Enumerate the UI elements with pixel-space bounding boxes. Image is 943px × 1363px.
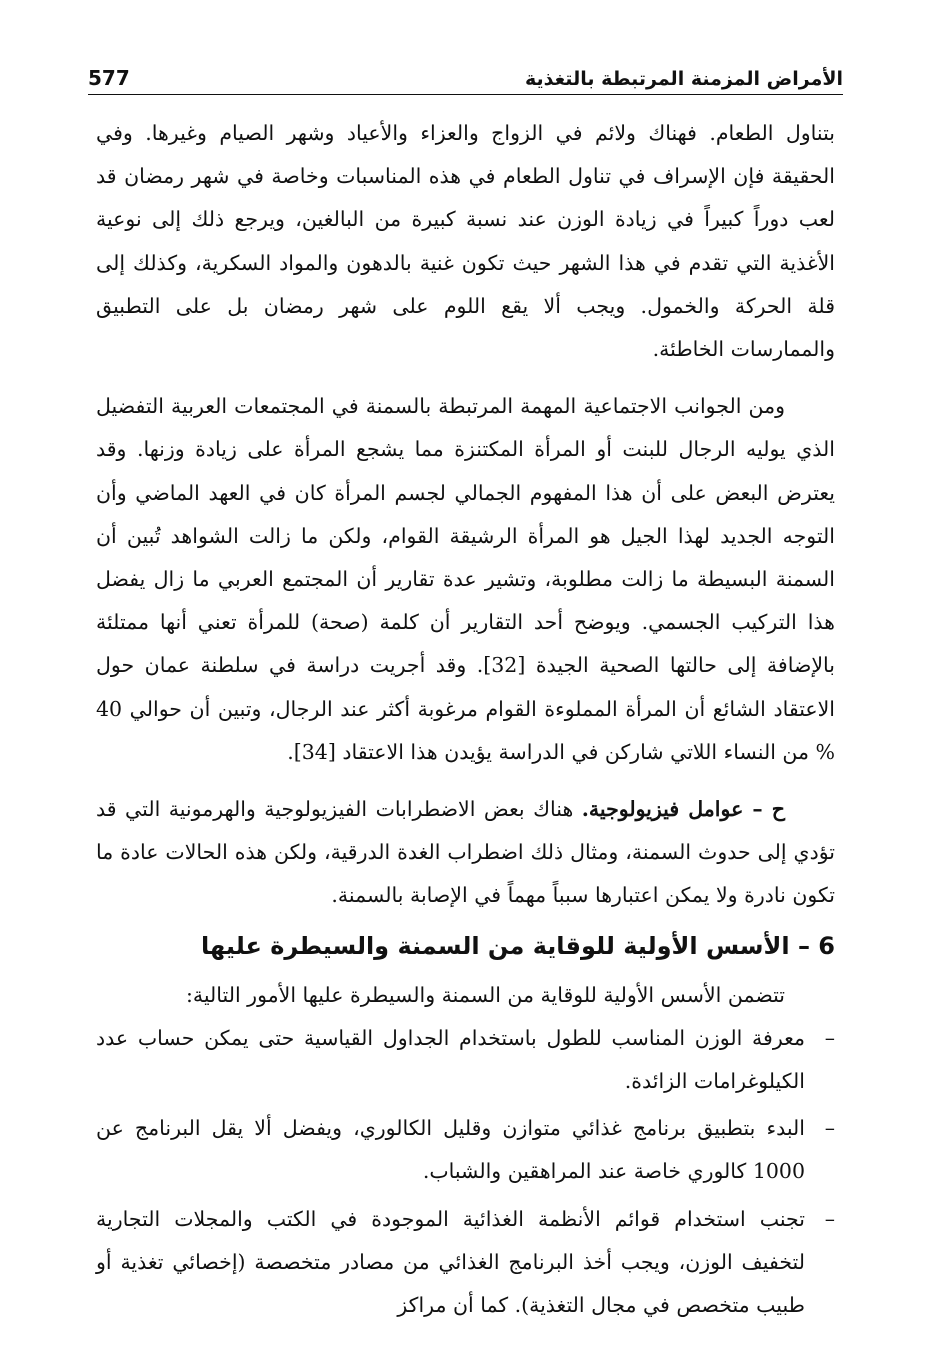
page-body <box>96 112 835 1331</box>
list-bullet: – <box>824 1116 835 1141</box>
list-item-text: البدء بتطبيق برنامج غذائي متوازن وقليل الكالوري، ويفضل ألا يقل البرنامج عن 1000 كالوري خاصة عند المراهقين والشباب. <box>96 1116 805 1184</box>
list-bullet: – <box>824 1206 835 1231</box>
paragraph-continuation: بتناول الطعام. فهناك ولائم في الزواج والعزاء والأعياد وشهر الصيام وغيرها. وفي الحقيقة فإن الإسراف في تناول الطعام في هذه المناسبات وخاصة في شهر رمضان قد لعب دوراً كبيراً في زيادة الوزن عند نسبة كبيرة من البالغين، ويرجع ذلك إلى نوعية الأغذية التي تقدم في هذا الشهر حيث تكون غنية بالدهون والمواد السكرية، وكذلك إلى قلة الحركة والخمول. ويجب ألا يقع اللوم على شهر رمضان بل على التطبيق والممارسات الخاطئة. <box>96 121 835 362</box>
list-bullet: – <box>824 1025 835 1050</box>
running-header <box>88 58 843 90</box>
list-item-text: تجنب استخدام قوائم الأنظمة الغذائية الموجودة في الكتب والمجلات التجارية لتخفيف الوزن، ويجب أخذ البرنامج الغذائي من مصادر متخصصة (إخصائي تغذية أو طبيب متخصص في مجال التغذية). كما أن مراكز <box>96 1206 805 1318</box>
section-heading: 6 – الأسس الأولية للوقاية من السمنة والسيطرة عليها <box>201 931 835 960</box>
list-item <box>96 1198 835 1328</box>
running-header-title: الأمراض المزمنة المرتبطة بالتغذية <box>524 68 843 90</box>
page-number: 577 <box>88 66 130 90</box>
physiological-factors-text: هناك بعض الاضطرابات الفيزيولوجية والهرمونية التي قد تؤدي إلى حدوث السمنة، ومثال ذلك اضطراب الغدة الدرقية، ولكن هذه الحالات عادة ما تكون نادرة ولا يمكن اعتبارها سبباً مهماً في الإصابة بالسمنة. <box>96 797 835 908</box>
physiological-factors-lead: ح – عوامل فيزيولوجية. <box>581 797 785 822</box>
paragraph-physiological-factors <box>96 788 835 918</box>
list-item <box>96 1017 835 1103</box>
header-rule <box>88 94 843 95</box>
paragraph-social-aspects: ومن الجوانب الاجتماعية المهمة المرتبطة بالسمنة في المجتمعات العربية التفضيل الذي يوليه الرجال للبنت أو المرأة المكتنزة مما يشجع المرأة على زيادة وزنها. وقد يعترض البعض على أن هذا المفهوم الجمالي لجسم المرأة كان في العهد الماضي وأن التوجه الجديد لهذا الجيل هو المرأة الرشيقة القوام، ولكن ما زالت الشواهد تُبين أن السمنة البسيطة ما زالت مطلوبة، وتشير عدة تقارير أن المجتمع العربي ما زال يفضل هذا التركيب الجسمي. ويوضح أحد التقارير أن كلمة (صحة) للمرأة تعني أنها ممتلئة بالإضافة إلى حالتها الصحية الجيدة [32]. وقد أجريت دراسة في سلطنة عمان حول الاعتقاد الشائع أن المرأة المملوءة القوام مرغوبة أكثر عند الرجال، وتبين أن حوالي 40 % من النساء اللاتي شاركن في الدراسة يؤيدن هذا الاعتقاد [34]. <box>96 394 835 764</box>
section-intro: تتضمن الأسس الأولية للوقاية من السمنة والسيطرة عليها الأمور التالية: <box>185 982 785 1007</box>
prevention-list <box>96 1017 835 1327</box>
list-item-text: معرفة الوزن المناسب للطول باستخدام الجداول القياسية حتى يمكن حساب عدد الكيلوغرامات الزائدة. <box>96 1025 805 1094</box>
list-item <box>96 1107 835 1193</box>
